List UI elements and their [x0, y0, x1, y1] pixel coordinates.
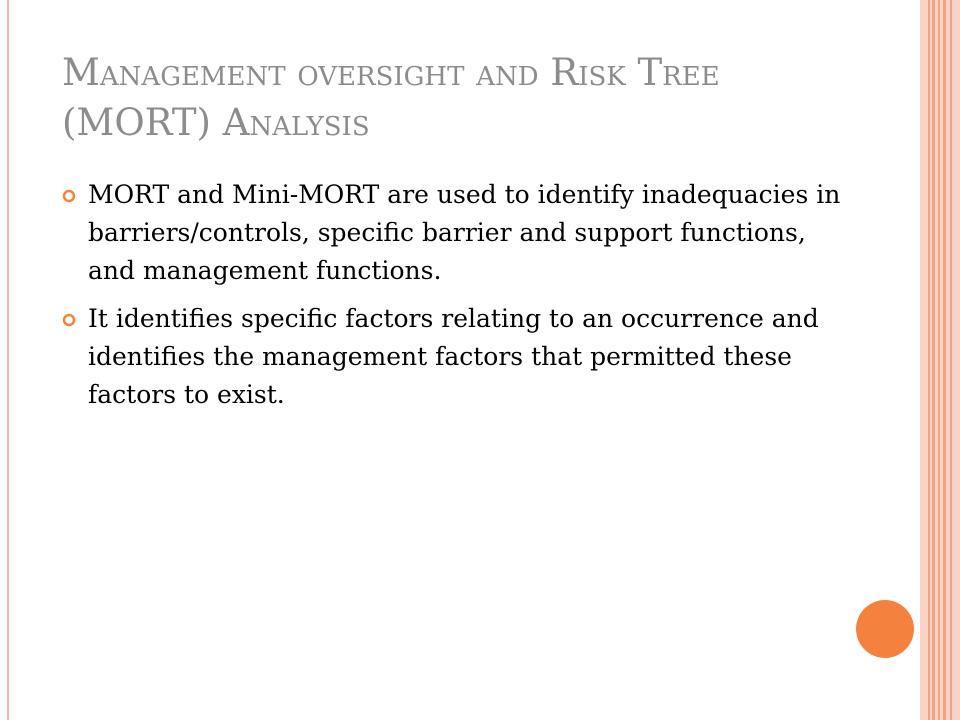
right-decorative-band	[920, 0, 960, 720]
title-line-1: Management oversight and Risk Tree	[62, 51, 720, 94]
slide-title	[62, 48, 862, 148]
band-stripe	[950, 0, 952, 720]
bullet-text: It identifies specific factors relating to an occurrence and identifies the management factors that permitted these factors to exist.	[88, 304, 819, 409]
left-border-line	[7, 0, 9, 720]
band-stripe	[938, 0, 940, 720]
bullet-item	[62, 300, 852, 414]
band-stripe	[928, 0, 930, 720]
ring-bullet-icon	[62, 189, 76, 203]
band-stripe	[932, 0, 935, 720]
orange-circle-decoration	[856, 600, 914, 658]
bullet-list	[62, 176, 852, 424]
band-stripe	[943, 0, 946, 720]
bullet-item	[62, 176, 852, 290]
title-line-2: (MORT) Analysis	[62, 101, 370, 144]
bullet-text: MORT and Mini-MORT are used to identify inadequacies in barriers/controls, specific barrier and support functions, and management functions.	[88, 180, 841, 285]
ring-bullet-icon	[62, 313, 76, 327]
